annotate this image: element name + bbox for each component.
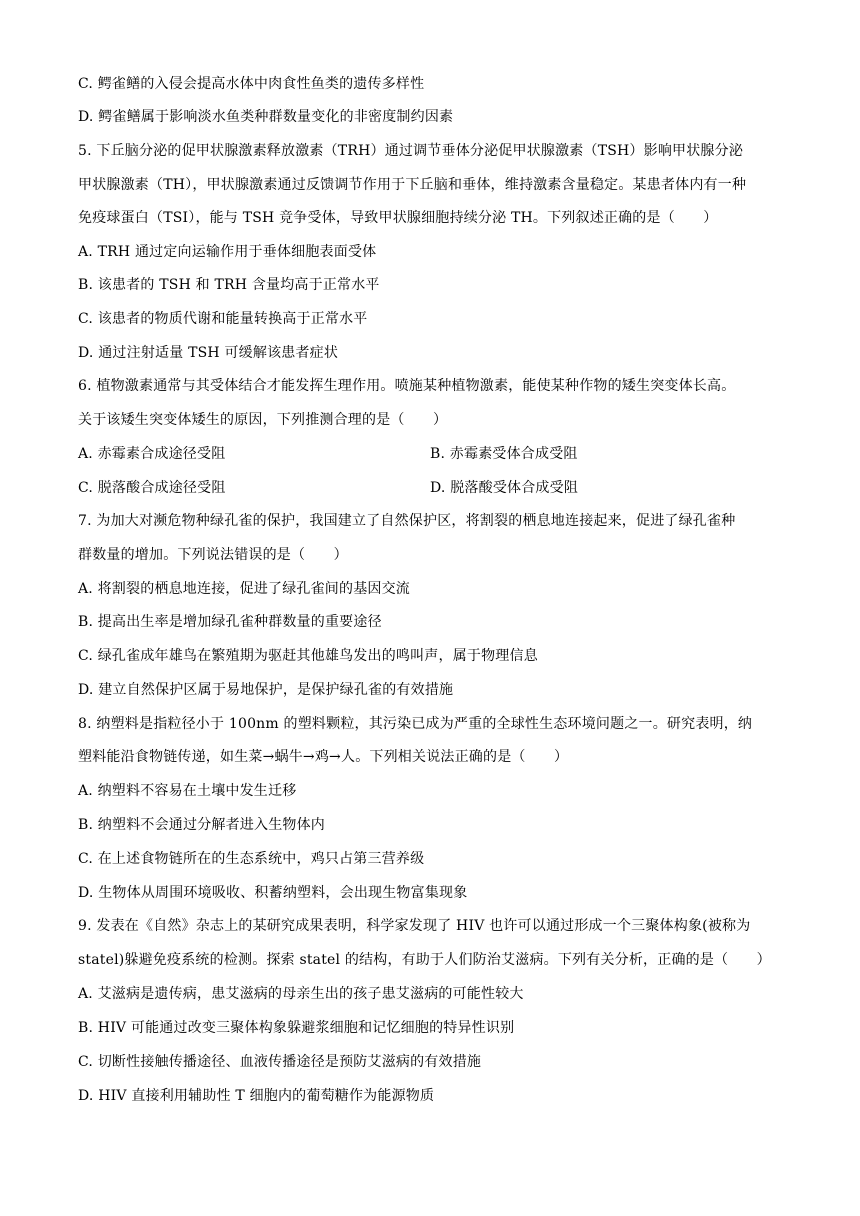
q7-option-c: C. 绿孔雀成年雄鸟在繁殖期为驱赶其他雄鸟发出的鸣叫声，属于物理信息 — [78, 648, 538, 664]
q5-stem-line-2: 甲状腺激素（TH），甲状腺激素通过反馈调节作用于下丘脑和垂体，维持激素含量稳定。某患者体内有一种 — [78, 177, 747, 193]
q8-option-d: D. 生物体从周围环境吸收、积蓄纳塑料，会出现生物富集现象 — [78, 885, 468, 901]
q5-stem-line-3: 免疫球蛋白（TSI），能与 TSH 竞争受体，导致甲状腺细胞持续分泌 TH。下列叙述正确的是（ ） — [78, 210, 718, 226]
q9-option-d: D. HIV 直接利用辅助性 T 细胞内的葡萄糖作为能源物质 — [78, 1088, 435, 1104]
q9-stem-line-2: statel)躲避免疫系统的检测。探索 statel 的结构，有助于人们防治艾滋病。下列有关分析，正确的是（ ） — [78, 952, 771, 968]
q6-stem-line-1: 6. 植物激素通常与其受体结合才能发挥生理作用。喷施某种植物激素，能使某种作物的矮生突变体长高。 — [78, 378, 736, 394]
q7-option-a: A. 将割裂的栖息地连接，促进了绿孔雀间的基因交流 — [78, 581, 411, 597]
q9-option-c: C. 切断性接触传播途径、血液传播途径是预防艾滋病的有效措施 — [78, 1054, 482, 1070]
q4-option-c: C. 鳄雀鳝的入侵会提高水体中肉食性鱼类的遗传多样性 — [78, 76, 425, 92]
q9-option-b: B. HIV 可能通过改变三聚体构象躲避浆细胞和记忆细胞的特异性识别 — [78, 1020, 515, 1036]
q8-option-a: A. 纳塑料不容易在土壤中发生迁移 — [78, 783, 297, 799]
q8-option-b: B. 纳塑料不会通过分解者进入生物体内 — [78, 817, 325, 833]
q9-stem-line-1: 9. 发表在《自然》杂志上的某研究成果表明，科学家发现了 HIV 也许可以通过形成一个三聚体构象(被称为 — [78, 918, 751, 934]
q6-option-b: B. 赤霉素受体合成受阻 — [430, 446, 578, 462]
q6-stem-line-2: 关于该矮生突变体矮生的原因，下列推测合理的是（ ） — [78, 412, 448, 428]
q9-option-a: A. 艾滋病是遗传病，患艾滋病的母亲生出的孩子患艾滋病的可能性较大 — [78, 986, 524, 1002]
q5-option-b: B. 该患者的 TSH 和 TRH 含量均高于正常水平 — [78, 277, 380, 293]
q8-stem-line-1: 8. 纳塑料是指粒径小于 100nm 的塑料颗粒，其污染已成为严重的全球性生态环境问题之一。研究表明，纳 — [78, 716, 753, 732]
q4-option-d: D. 鳄雀鳝属于影响淡水鱼类种群数量变化的非密度制约因素 — [78, 109, 454, 125]
q5-option-a: A. TRH 通过定向运输作用于垂体细胞表面受体 — [78, 244, 377, 260]
q8-stem-line-2: 塑料能沿食物链传递，如生菜→蜗牛→鸡→人。下列相关说法正确的是（ ） — [78, 749, 569, 765]
q5-option-c: C. 该患者的物质代谢和能量转换高于正常水平 — [78, 311, 368, 327]
q7-stem-line-2: 群数量的增加。下列说法错误的是（ ） — [78, 547, 348, 563]
q8-option-c: C. 在上述食物链所在的生态系统中，鸡只占第三营养级 — [78, 851, 425, 867]
q7-stem-line-1: 7. 为加大对濒危物种绿孔雀的保护，我国建立了自然保护区，将割裂的栖息地连接起来，促进了绿孔雀种 — [78, 513, 736, 529]
q7-option-b: B. 提高出生率是增加绿孔雀种群数量的重要途径 — [78, 614, 382, 630]
q5-stem-line-1: 5. 下丘脑分泌的促甲状腺激素释放激素（TRH）通过调节垂体分泌促甲状腺激素（TSH）影响甲状腺分泌 — [78, 143, 744, 159]
q7-option-d: D. 建立自然保护区属于易地保护，是保护绿孔雀的有效措施 — [78, 682, 454, 698]
q5-option-d: D. 通过注射适量 TSH 可缓解该患者症状 — [78, 345, 339, 361]
q6-option-a: A. 赤霉素合成途径受阻 — [78, 446, 226, 462]
q6-option-c: C. 脱落酸合成途径受阻 — [78, 480, 226, 496]
q6-option-d: D. 脱落酸受体合成受阻 — [430, 480, 579, 496]
